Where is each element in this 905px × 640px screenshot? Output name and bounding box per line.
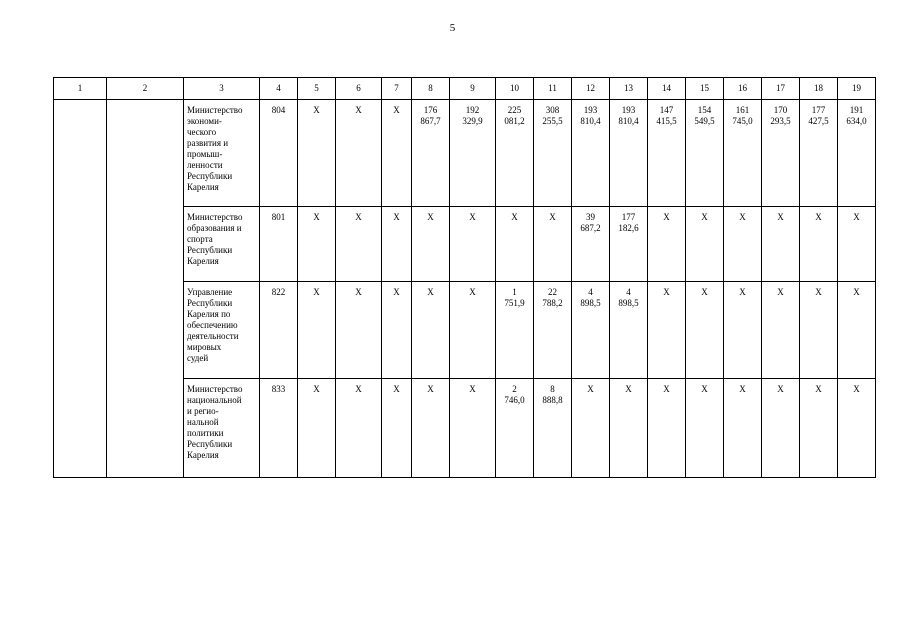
organization-name: Министерство национальной и регио- нальной политики Республики Карелия [184, 379, 260, 478]
column-header: 5 [298, 78, 336, 100]
column-header: 2 [107, 78, 184, 100]
column-header: 15 [686, 78, 724, 100]
value-cell: X [724, 282, 762, 379]
value-cell: X [800, 379, 838, 478]
organization-name: Министерство образования и спорта Республики Карелия [184, 207, 260, 282]
blank-cell-col-2 [107, 100, 184, 478]
value-cell: X [496, 207, 534, 282]
value-cell: 176 867,7 [412, 100, 450, 207]
page-number: 5 [449, 22, 456, 34]
column-header: 6 [336, 78, 382, 100]
value-cell: X [838, 207, 876, 282]
column-header: 8 [412, 78, 450, 100]
organization-name: Управление Республики Карелия по обеспечению деятельности мировых судей [184, 282, 260, 379]
value-cell: X [724, 207, 762, 282]
value-cell: X [298, 379, 336, 478]
value-cell: X [686, 207, 724, 282]
column-header: 4 [260, 78, 298, 100]
organization-name: Министерство экономи- ческого развития и промыш- ленности Республики Карелия [184, 100, 260, 207]
value-cell: X [412, 207, 450, 282]
table-row [54, 100, 876, 207]
value-cell: X [610, 379, 648, 478]
value-cell: X [724, 379, 762, 478]
department-code: 822 [260, 282, 298, 379]
value-cell: X [800, 282, 838, 379]
value-cell: X [450, 379, 496, 478]
value-cell: X [298, 282, 336, 379]
value-cell: 177 427,5 [800, 100, 838, 207]
value-cell: X [298, 100, 336, 207]
value-cell: X [800, 207, 838, 282]
column-header: 7 [382, 78, 412, 100]
value-cell: X [412, 379, 450, 478]
value-cell: 22 788,2 [534, 282, 572, 379]
value-cell: X [336, 100, 382, 207]
department-code: 804 [260, 100, 298, 207]
value-cell: X [336, 282, 382, 379]
value-cell: 170 293,5 [762, 100, 800, 207]
value-cell: 8 888,8 [534, 379, 572, 478]
value-cell: X [838, 379, 876, 478]
column-header: 11 [534, 78, 572, 100]
value-cell: X [762, 207, 800, 282]
column-header: 14 [648, 78, 686, 100]
value-cell: 193 810,4 [572, 100, 610, 207]
value-cell: 191 634,0 [838, 100, 876, 207]
value-cell: 177 182,6 [610, 207, 648, 282]
column-header: 19 [838, 78, 876, 100]
column-header: 9 [450, 78, 496, 100]
value-cell: X [382, 207, 412, 282]
column-header: 18 [800, 78, 838, 100]
value-cell: X [686, 379, 724, 478]
department-code: 833 [260, 379, 298, 478]
value-cell: X [298, 207, 336, 282]
column-header: 10 [496, 78, 534, 100]
header-row [54, 78, 876, 100]
column-header: 16 [724, 78, 762, 100]
value-cell: 192 329,9 [450, 100, 496, 207]
value-cell: 193 810,4 [610, 100, 648, 207]
blank-cell-col-1 [54, 100, 107, 478]
column-header: 1 [54, 78, 107, 100]
value-cell: X [336, 379, 382, 478]
value-cell: X [534, 207, 572, 282]
value-cell: X [382, 100, 412, 207]
value-cell: X [648, 207, 686, 282]
table-body [54, 100, 876, 478]
value-cell: X [762, 282, 800, 379]
column-header: 17 [762, 78, 800, 100]
value-cell: X [382, 379, 412, 478]
value-cell: X [648, 379, 686, 478]
value-cell: X [336, 207, 382, 282]
value-cell: 4 898,5 [610, 282, 648, 379]
value-cell: X [382, 282, 412, 379]
value-cell: 39 687,2 [572, 207, 610, 282]
value-cell: 225 081,2 [496, 100, 534, 207]
value-cell: X [762, 379, 800, 478]
value-cell: X [412, 282, 450, 379]
value-cell: 154 549,5 [686, 100, 724, 207]
value-cell: 308 255,5 [534, 100, 572, 207]
value-cell: 4 898,5 [572, 282, 610, 379]
value-cell: X [572, 379, 610, 478]
value-cell: 1 751,9 [496, 282, 534, 379]
value-cell: 2 746,0 [496, 379, 534, 478]
value-cell: 161 745,0 [724, 100, 762, 207]
value-cell: X [838, 282, 876, 379]
column-header: 13 [610, 78, 648, 100]
value-cell: 147 415,5 [648, 100, 686, 207]
column-header: 3 [184, 78, 260, 100]
budget-table [53, 77, 876, 478]
column-header: 12 [572, 78, 610, 100]
value-cell: X [450, 207, 496, 282]
value-cell: X [648, 282, 686, 379]
value-cell: X [450, 282, 496, 379]
department-code: 801 [260, 207, 298, 282]
value-cell: X [686, 282, 724, 379]
